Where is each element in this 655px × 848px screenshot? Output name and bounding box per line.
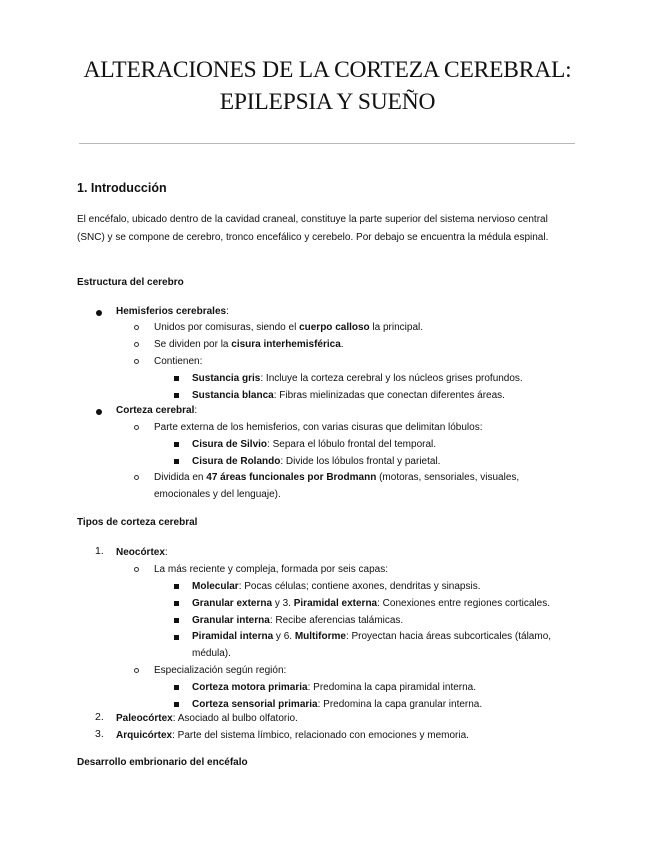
subheading-desarrollo: Desarrollo embrionario del encéfalo <box>77 757 248 768</box>
list-item-cisura-rolando: Cisura de Rolando: Divide los lóbulos frontal y parietal. <box>192 456 441 467</box>
list-item-corteza-motora: Corteza motora primaria: Predomina la capa piramidal interna. <box>192 682 477 693</box>
title-line-1: ALTERACIONES DE LA CORTEZA CEREBRAL: <box>83 57 572 83</box>
bullet-square-icon <box>174 442 179 447</box>
list-item-paleocortex: Paleocórtex: Asociado al bulbo olfatorio. <box>116 713 298 724</box>
list-number: 3. <box>95 728 104 740</box>
list-item-molecular: Molecular: Pocas células; contiene axones, dendritas y sinapsis. <box>192 581 481 592</box>
document-title <box>60 54 595 118</box>
bullet-circle-icon <box>134 475 139 480</box>
bullet-square-icon <box>174 459 179 464</box>
list-item-contienen: Contienen: <box>154 356 203 367</box>
bullet-circle-icon <box>134 342 139 347</box>
bullet-square-icon <box>174 702 179 707</box>
list-item-cisura: Se dividen por la cisura interhemisférica. <box>154 339 344 350</box>
list-item-piramidal-interna: Piramidal interna y 6. Multiforme: Proyectan hacia áreas subcorticales (tálamo, médula). <box>192 631 552 659</box>
bullet-circle-icon <box>134 668 139 673</box>
bullet-square-icon <box>174 393 179 398</box>
list-item-sustancia-blanca: Sustancia blanca: Fibras mielinizadas que conectan diferentes áreas. <box>192 390 505 401</box>
section-heading-introduccion: 1. Introducción <box>77 181 167 195</box>
list-item-especializacion: Especialización según región: <box>154 665 287 676</box>
title-line-2: EPILEPSIA Y SUEÑO <box>219 89 436 115</box>
bullet-disc-icon <box>96 310 102 316</box>
list-number: 1. <box>95 545 104 557</box>
list-item-comisuras: Unidos por comisuras, siendo el cuerpo calloso la principal. <box>154 322 424 333</box>
list-item-cisura-silvio: Cisura de Silvio: Separa el lóbulo frontal del temporal. <box>192 439 437 450</box>
list-item-corteza-sensorial: Corteza sensorial primaria: Predomina la capa granular interna. <box>192 699 483 710</box>
bullet-square-icon <box>174 584 179 589</box>
list-item-neocortex: Neocórtex: <box>116 547 168 558</box>
list-item-arquicortex: Arquicórtex: Parte del sistema límbico, relacionado con emociones y memoria. <box>116 730 469 741</box>
bullet-square-icon <box>174 601 179 606</box>
bullet-square-icon <box>174 618 179 623</box>
bullet-disc-icon <box>96 409 102 415</box>
title-divider <box>79 143 575 144</box>
bullet-square-icon <box>174 376 179 381</box>
bullet-circle-icon <box>134 425 139 430</box>
bullet-square-icon <box>174 635 179 640</box>
list-item-seis-capas: La más reciente y compleja, formada por seis capas: <box>154 564 388 575</box>
list-item-parte-externa: Parte externa de los hemisferios, con varias cisuras que delimitan lóbulos: <box>154 422 483 433</box>
list-item-corteza: Corteza cerebral: <box>116 405 198 416</box>
bullet-square-icon <box>174 685 179 690</box>
list-item-hemisferios: Hemisferios cerebrales: <box>116 306 229 317</box>
list-item-granular-externa: Granular externa y 3. Piramidal externa: Conexiones entre regiones corticales. <box>192 598 550 609</box>
list-item-sustancia-gris: Sustancia gris: Incluye la corteza cerebral y los núcleos grises profundos. <box>192 373 523 384</box>
list-number: 2. <box>95 711 104 723</box>
bullet-circle-icon <box>134 325 139 330</box>
subheading-estructura: Estructura del cerebro <box>77 277 184 288</box>
list-item-granular-interna: Granular interna: Recibe aferencias talámicas. <box>192 615 404 626</box>
bullet-circle-icon <box>134 567 139 572</box>
list-item-brodmann: Dividida en 47 áreas funcionales por Brodmann (motoras, sensoriales, visuales, emocionales y del lenguaje). <box>154 472 520 500</box>
bullet-circle-icon <box>134 359 139 364</box>
intro-paragraph: El encéfalo, ubicado dentro de la cavidad craneal, constituye la parte superior del sistema nervioso central (SNC) y se compone de cerebro, tronco encefálico y cerebelo. Por debajo se encuentra la médula espinal. <box>77 214 549 243</box>
subheading-tipos: Tipos de corteza cerebral <box>77 517 198 528</box>
